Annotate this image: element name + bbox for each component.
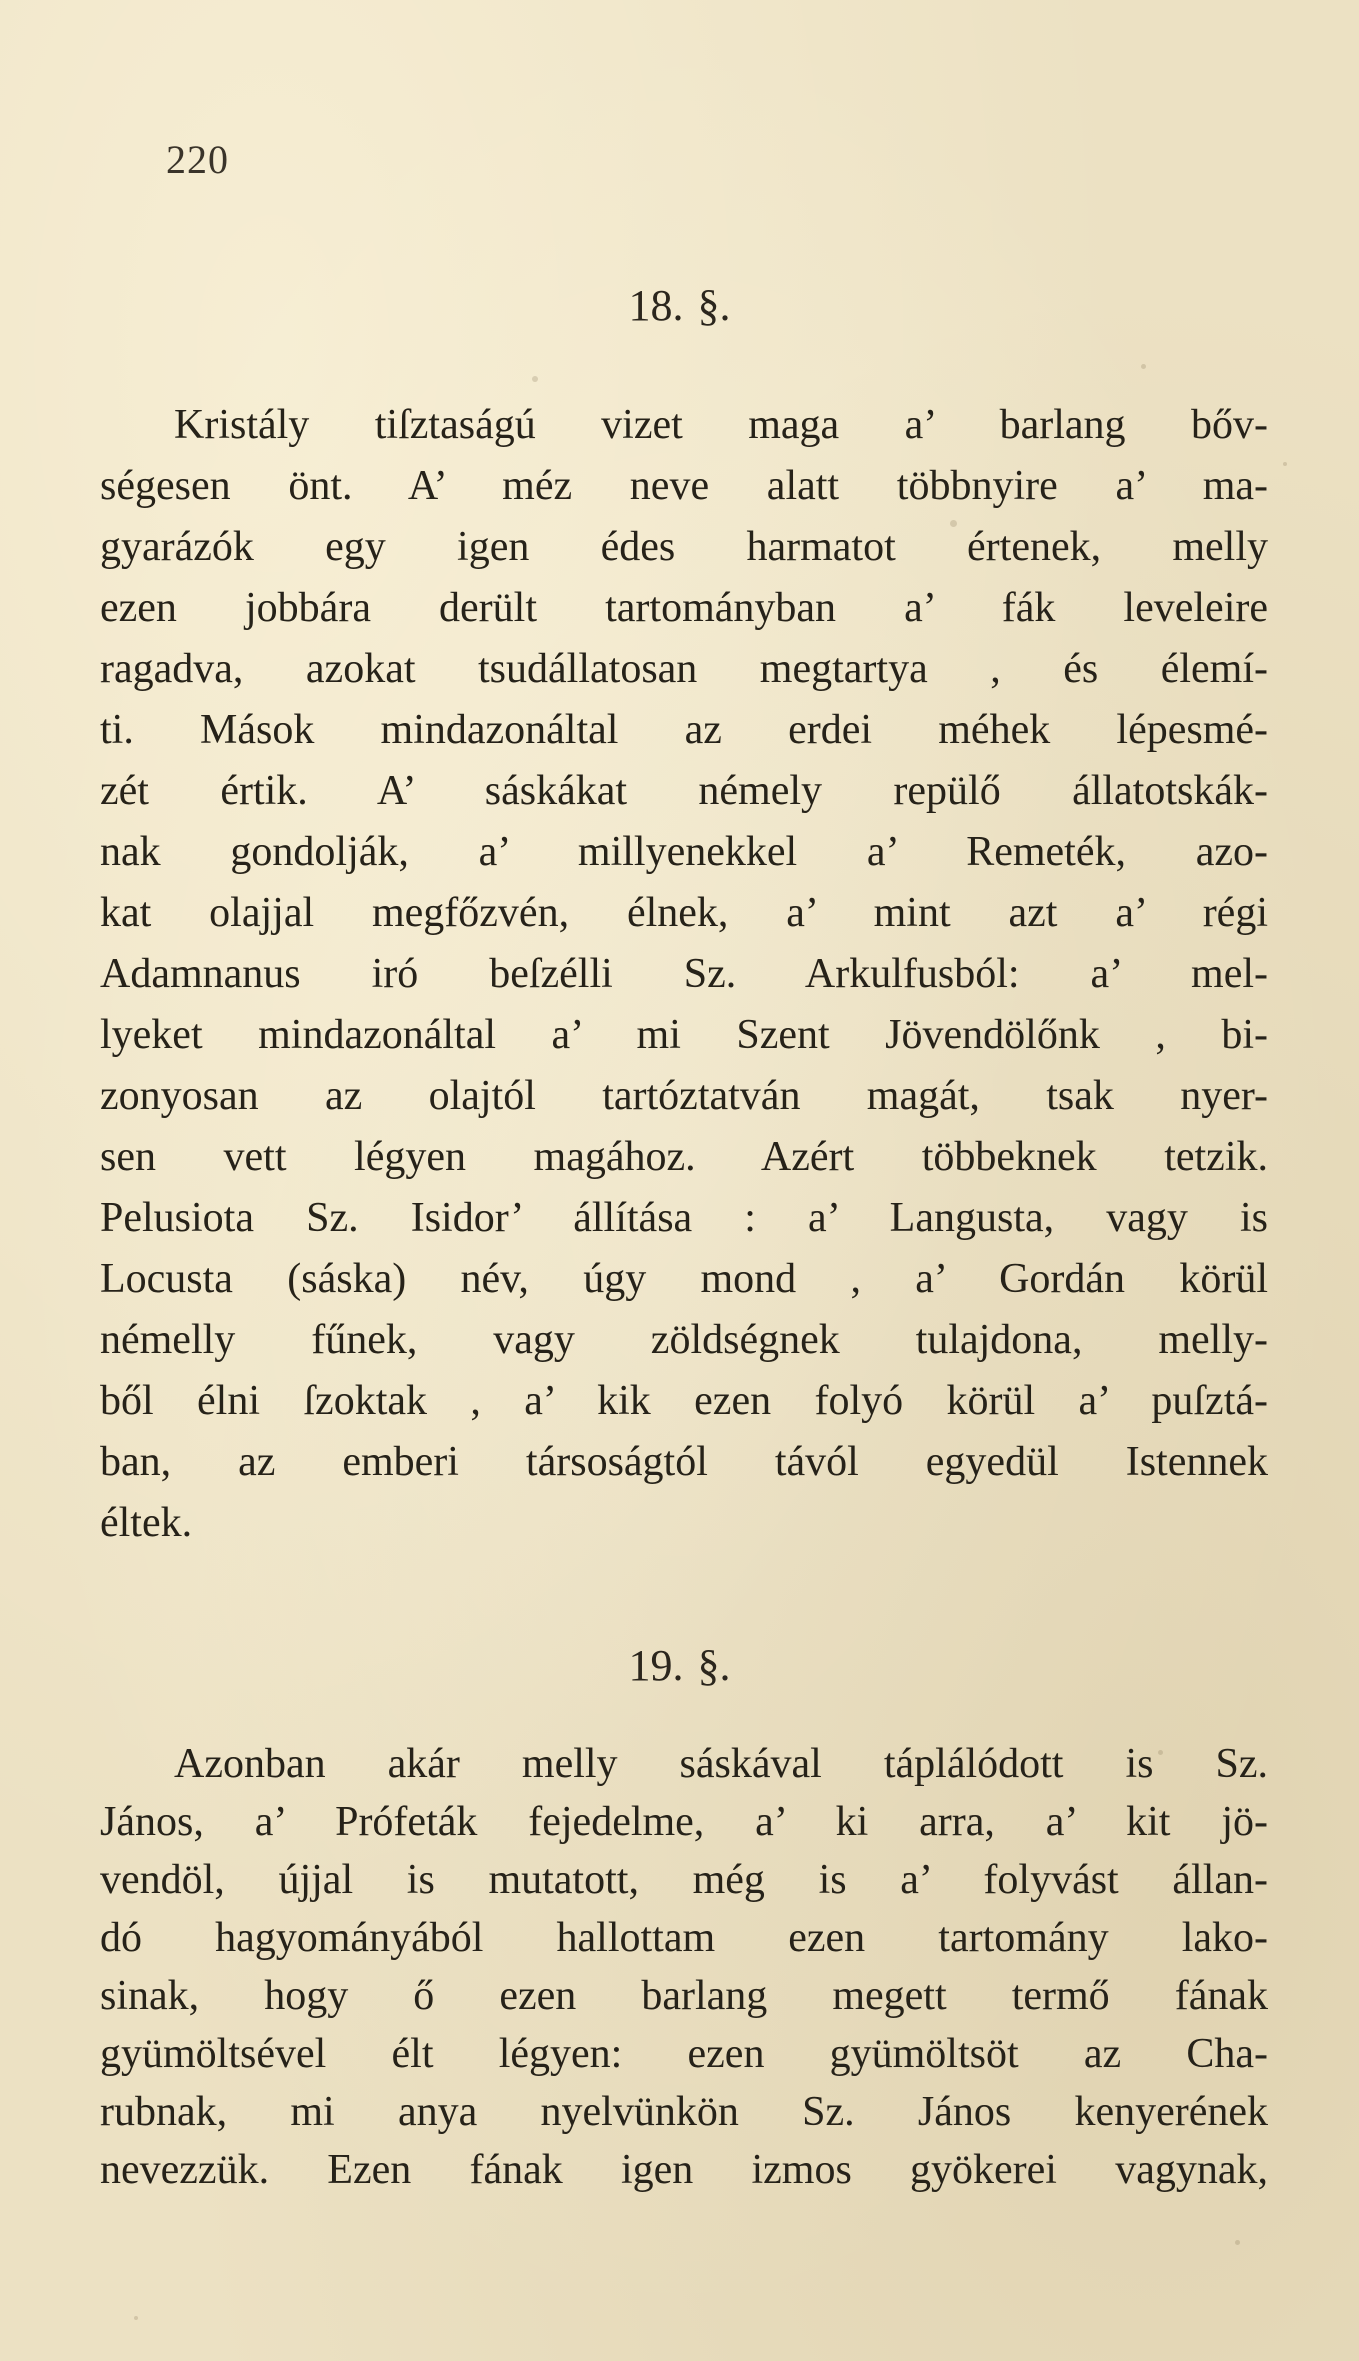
text-line: ti. Mások mindazonáltal az erdei méhek lépesmé- [100, 707, 1268, 753]
text-line: némelly fűnek, vagy zöldségnek tulajdona, melly- [100, 1317, 1268, 1363]
paper-speck [1283, 462, 1287, 466]
section-number: 18. [628, 281, 684, 330]
paper-speck [1158, 1750, 1163, 1755]
text-line: zét értik. A’ sáskákat némely repülő állatotskák- [100, 768, 1268, 814]
text-line: ből élni ſzoktak , a’ kik ezen folyó körül a’ puſztá- [100, 1378, 1268, 1424]
text-line: nak gondolják, a’ millyenekkel a’ Remeték, azo- [100, 829, 1268, 875]
text-line: vendöl, újjal is mutatott, még is a’ folyvást állan- [100, 1857, 1268, 1903]
page-number: 220 [166, 137, 229, 182]
text-line: Adamnanus iró beſzélli Sz. Arkulfusból: a’ mel- [100, 951, 1268, 997]
paper-speck [532, 376, 538, 382]
section-19-body [100, 1735, 1268, 2199]
text-line: lyeket mindazonáltal a’ mi Szent Jövendölőnk , bi- [100, 1012, 1268, 1058]
text-line: Azonban akár melly sáskával táplálódott is Sz. [174, 1741, 1268, 1787]
section-number: 19. [628, 1641, 684, 1690]
text-line: ban, az emberi társoságtól távól egyedül Istennek [100, 1439, 1268, 1485]
text-line: Pelusiota Sz. Isidor’ állítása : a’ Langusta, vagy is [100, 1195, 1268, 1241]
paper-speck [950, 520, 957, 527]
text-line: Kristály tiſztaságú vizet maga a’ barlang bőv- [174, 402, 1268, 448]
section-sign: §. [697, 1641, 731, 1690]
section-heading-19 [0, 1640, 1359, 1691]
text-line: rubnak, mi anya nyelvünkön Sz. János kenyerének [100, 2089, 1268, 2135]
text-line: sen vett légyen magához. Azért többeknek tetzik. [100, 1134, 1268, 1180]
text-line: ragadva, azokat tsudállatosan megtartya , és élemí- [100, 646, 1268, 692]
text-line: nevezzük. Ezen fának igen izmos gyökerei vagynak, [100, 2147, 1268, 2193]
text-line: kat olajjal megfőzvén, élnek, a’ mint azt a’ régi [100, 890, 1268, 936]
paper-speck [134, 2316, 138, 2320]
text-line: ezen jobbára derült tartományban a’ fák leveleire [100, 585, 1268, 631]
text-line: dó hagyományából hallottam ezen tartomány lako- [100, 1915, 1268, 1961]
text-line: ségesen önt. A’ méz neve alatt többnyire a’ ma- [100, 463, 1268, 509]
text-line: éltek. [100, 1500, 193, 1546]
section-18-body [100, 395, 1268, 1554]
paper-speck [1141, 364, 1146, 369]
section-sign: §. [697, 281, 731, 330]
section-heading-18 [0, 280, 1359, 331]
text-line: gyarázók egy igen édes harmatot értenek, melly [100, 524, 1268, 570]
text-line: zonyosan az olajtól tartóztatván magát, tsak nyer- [100, 1073, 1268, 1119]
paper-speck [1235, 2240, 1240, 2245]
text-line: sinak, hogy ő ezen barlang megett termő fának [100, 1973, 1268, 2019]
text-line: János, a’ Prófeták fejedelme, a’ ki arra, a’ kit jö- [100, 1799, 1268, 1845]
text-line: gyümöltsével élt légyen: ezen gyümöltsöt az Cha- [100, 2031, 1268, 2077]
text-line: Locusta (sáska) név, úgy mond , a’ Gordán körül [100, 1256, 1268, 1302]
